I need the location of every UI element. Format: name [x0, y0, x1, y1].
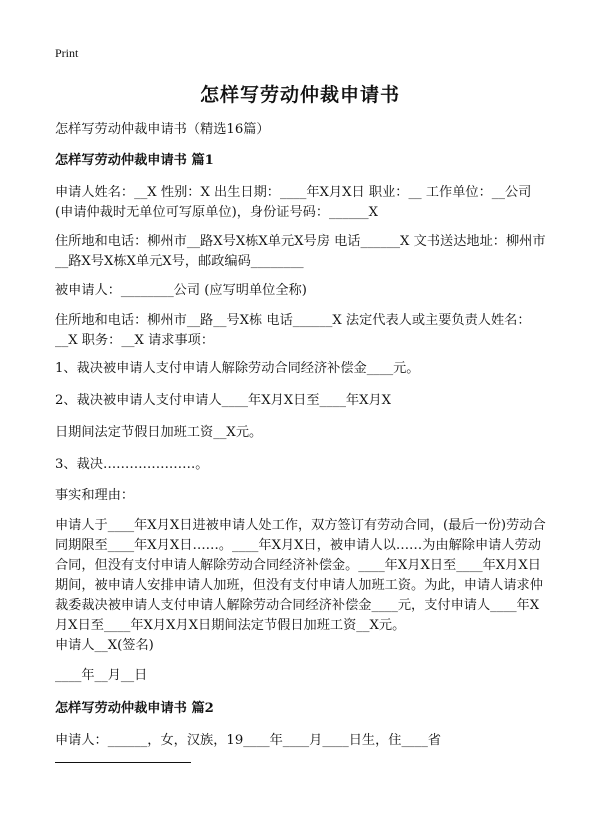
respondent-address-paragraph: 住所地和电话：柳州市__路__号X栋 电话______X 法定代表人或主要负责人姓名：__X 职务：__X 请求事项：: [55, 313, 531, 348]
claim-item-1: 1、裁决被申请人支付申请人解除劳动合同经济补偿金____元。: [55, 361, 420, 376]
claim-item-2-continued: 日期间法定节假日加班工资__X元。: [55, 425, 263, 440]
document-subtitle: 怎样写劳动仲裁申请书（精选16篇）: [55, 122, 270, 137]
signature-line: 申请人__X(签名): [55, 638, 154, 653]
applicant-info-paragraph: 申请人姓名：__X 性别：X 出生日期：____年X月X日 职业：__ 工作单位：__公司(申请仲裁时无单位可写原单位)，身份证号码：______X: [55, 185, 532, 220]
section-heading-1: 怎样写劳动仲裁申请书 篇1: [55, 153, 214, 168]
print-label: Print: [55, 46, 79, 60]
claim-item-2: 2、裁决被申请人支付申请人____年X月X日至____年X月X: [55, 393, 392, 408]
facts-heading: 事实和理由：: [55, 488, 135, 503]
applicant-address-paragraph: 住所地和电话：柳州市__路X号X栋X单元X号房 电话______X 文书送达地址：柳州市__路X号X栋X单元X号，邮政编码________: [55, 234, 546, 269]
applicant-paragraph-2: 申请人：______，女，汉族，19____年____月____日生，住____省: [55, 733, 442, 748]
date-line: ____年__月__日: [55, 668, 148, 683]
claim-item-3: 3、裁决…………………。: [55, 457, 209, 472]
blank-underline: [55, 762, 191, 763]
respondent-paragraph: 被申请人：________公司 (应写明单位全称): [55, 283, 307, 298]
facts-paragraph: 申请人于____年X月X日进被申请人处工作，双方签订有劳动合同，(最后一份)劳动合同期限至____年X月X日……。____年X月X日，被申请人以……为由解除申请人劳动合同，但没有支付申请人解除劳动合同经济补偿金。____年X月X日至____年X月X日期间，被申请人安排申请人加班，但没有支付申请人加班工资。为此，申请人请求仲裁委裁决被申请人支付申请人解除劳动合同经济补偿金____元，支付申请人____年X月X日至____年X月X月X日期间法定节假日加班工资__X元。: [55, 518, 546, 633]
section-heading-2: 怎样写劳动仲裁申请书 篇2: [55, 701, 214, 716]
page-title: 怎样写劳动仲裁申请书: [199, 84, 400, 106]
